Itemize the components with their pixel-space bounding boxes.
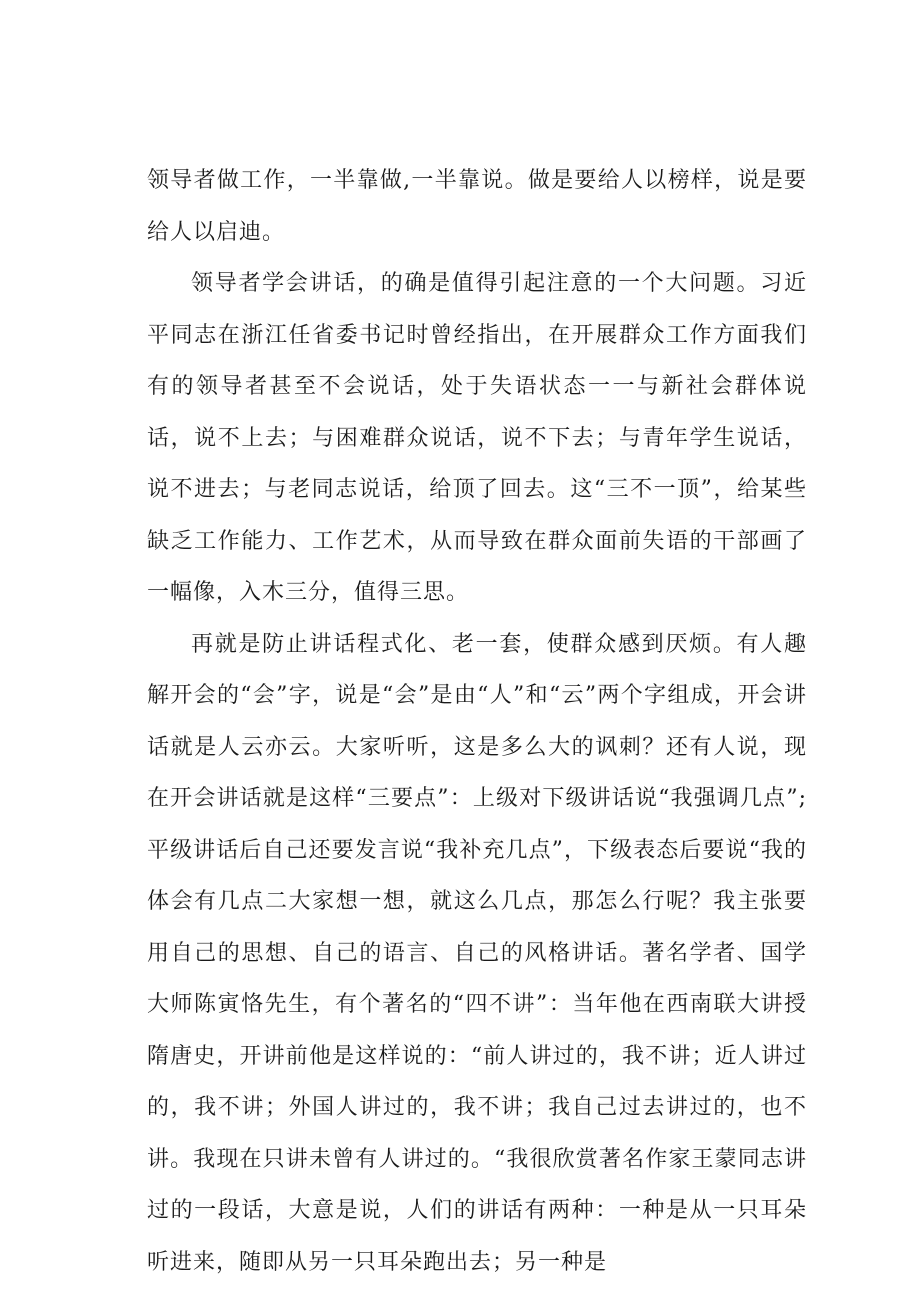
paragraph-3: 再就是防止讲话程式化、老一套，使群众感到厌烦。有人趣解开会的“会”字，说是“会”是由“人”和“云”两个字组成，开会讲话就是人云亦云。大家听听，这是多么大的讽刺？还有人说，现在开会讲话就是这样“三要点”：上级对下级讲话说“我强调几点”;平级讲话后自己还要发言说“我补充几点”，下级表态后要说“我的体会有几点二大家想一想，就这么几点，那怎么行呢？我主张要用自己的思想、自己的语言、自己的风格讲话。著名学者、国学大师陈寅恪先生，有个著名的“四不讲”：当年他在西南联大讲授隋唐史，开讲前他是这样说的：“前人讲过的，我不讲；近人讲过的，我不讲；外国人讲过的，我不讲；我自己过去讲过的，也不讲。我现在只讲未曾有人讲过的。“我很欣赏著名作家王蒙同志讲过的一段话，大意是说，人们的讲话有两种：一种是从一只耳朵听进来，随即从另一只耳朵跑出去；另一种是 bbox=[147, 631, 807, 1275]
paragraph-1: 领导者做工作，一半靠做,一半靠说。做是要给人以榜样，说是要给人以启迪。 bbox=[147, 168, 807, 245]
paragraph-2: 领导者学会讲话，的确是值得引起注意的一个大问题。习近平同志在浙江任省委书记时曾经指出，在开展群众工作方面我们有的领导者甚至不会说话，处于失语状态一一与新社会群体说话，说不上去；与困难群众说话，说不下去；与青年学生说话，说不进去；与老同志说话，给顶了回去。这“三不一顶”，给某些缺乏工作能力、工作艺术，从而导致在群众面前失语的干部画了一幅像，入木三分，值得三思。 bbox=[147, 271, 807, 605]
body-text bbox=[147, 155, 807, 1288]
